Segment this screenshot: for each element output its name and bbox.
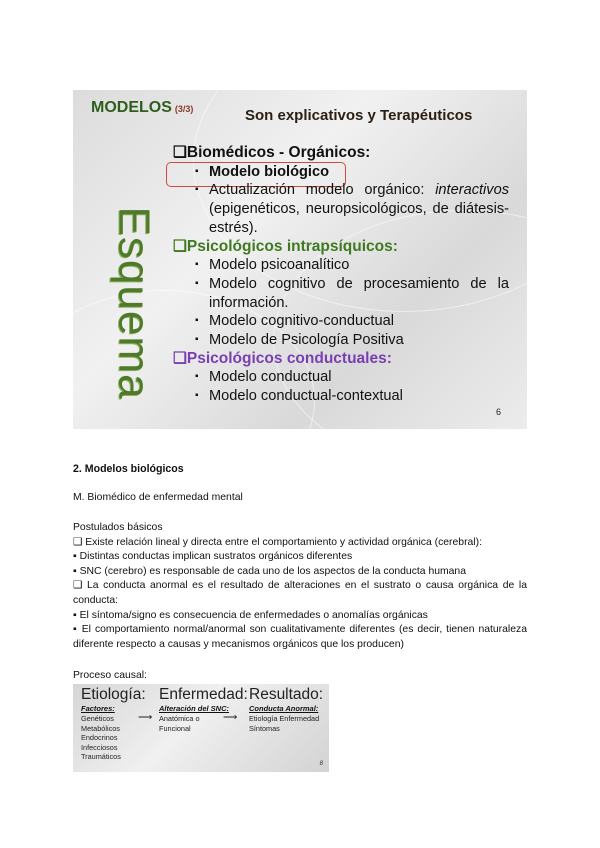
slide-page-number: 8 xyxy=(319,761,323,767)
arrow-right-icon: ⟶ xyxy=(138,712,153,723)
list-item: ▪ Modelo de Psicología Positiva xyxy=(195,332,404,349)
factores-label: Factores: xyxy=(81,704,115,713)
slide-causal-process xyxy=(73,684,329,772)
proceso-label: Proceso causal: xyxy=(73,670,147,681)
list-item: ▪ Modelo cognitivo de procesamiento de la información. xyxy=(195,275,509,311)
slide-subtitle: Son explicativos y Terapéuticos xyxy=(245,107,473,124)
list-item: Funcional xyxy=(159,723,191,733)
postulados-title: Postulados básicos xyxy=(73,522,163,533)
factores-list xyxy=(81,714,121,762)
paragraph-line: ❑ Existe relación lineal y directa entre el comportamiento y actividad orgánica (cerebral): xyxy=(73,536,482,548)
subheading: M. Biomédico de enfermedad mental xyxy=(73,492,243,503)
list-item: Infecciosos xyxy=(81,742,118,752)
section-heading-biomedicos: ❑Biomédicos - Orgánicos: xyxy=(173,144,371,161)
enfermedad-title: Enfermedad: xyxy=(159,686,248,703)
slide-models xyxy=(73,90,527,429)
list-item: Genéticos xyxy=(81,714,114,723)
alteracion-list xyxy=(159,714,200,733)
section-heading-conductuales: ❑Psicológicos conductuales: xyxy=(173,349,392,367)
list-item: Endocrinos xyxy=(81,733,118,743)
list-item: ▪ Modelo conductual xyxy=(195,369,332,386)
list-item: Etiología Enfermedad xyxy=(249,714,320,723)
paragraph-line: ▪ Distintas conductas implican sustratos orgánicos diferentes xyxy=(73,551,353,563)
paragraph-line: ▪ El síntoma/signo es consecuencia de enfermedades o anomalías orgánicas xyxy=(73,609,428,621)
section-heading: 2. Modelos biológicos xyxy=(73,463,184,475)
paragraph-line: ▪ El comportamiento normal/anormal son cualitativamente diferentes (es decir, tienen naturaleza diferente respecto a causas y mecanismos orgánicos que los producen) xyxy=(73,624,527,650)
paragraph-line: ▪ SNC (cerebro) es responsable de cada uno de los aspectos de la conducta humana xyxy=(73,565,466,577)
section-heading-intrapsiquicos: ❑Psicológicos intrapsíquicos: xyxy=(173,237,398,255)
resultado-list xyxy=(249,714,319,733)
list-item: Metabólicos xyxy=(81,723,120,733)
alteracion-label: Alteración del SNC: xyxy=(159,704,230,713)
slide-content xyxy=(173,144,509,406)
list-item: ▪ Actualización modelo orgánico: interactivos (epigenéticos, neuropsicológicos, de diátesis-estrés). xyxy=(195,182,509,236)
list-item: Traumáticos xyxy=(81,752,121,762)
list-item: ▪ Modelo cognitivo-conductual xyxy=(195,313,394,330)
list-item: ▪ Modelo psicoanalítico xyxy=(195,257,350,274)
arrow-right-icon: ⟶ xyxy=(223,712,238,723)
conducta-anormal-label: Conducta Anormal: xyxy=(249,704,319,713)
slide-page-number: 6 xyxy=(495,407,501,417)
list-item: Síntomas xyxy=(249,723,280,733)
etiologia-title: Etiología: xyxy=(81,686,146,703)
list-item: ▪ Modelo biológico xyxy=(195,163,329,180)
slide-title: MODELOS (3/3) xyxy=(91,99,194,116)
list-item: Anatómica o xyxy=(159,714,200,723)
vertical-label: Esquema xyxy=(109,206,159,400)
list-item: ▪ Modelo conductual-contextual xyxy=(195,388,403,405)
paragraph-line: ❑ La conducta anormal es el resultado de alteraciones en el sustrato o causa orgánica de la conducta: xyxy=(73,580,527,606)
resultado-title: Resultado: xyxy=(249,686,324,703)
postulados-block xyxy=(73,521,527,652)
